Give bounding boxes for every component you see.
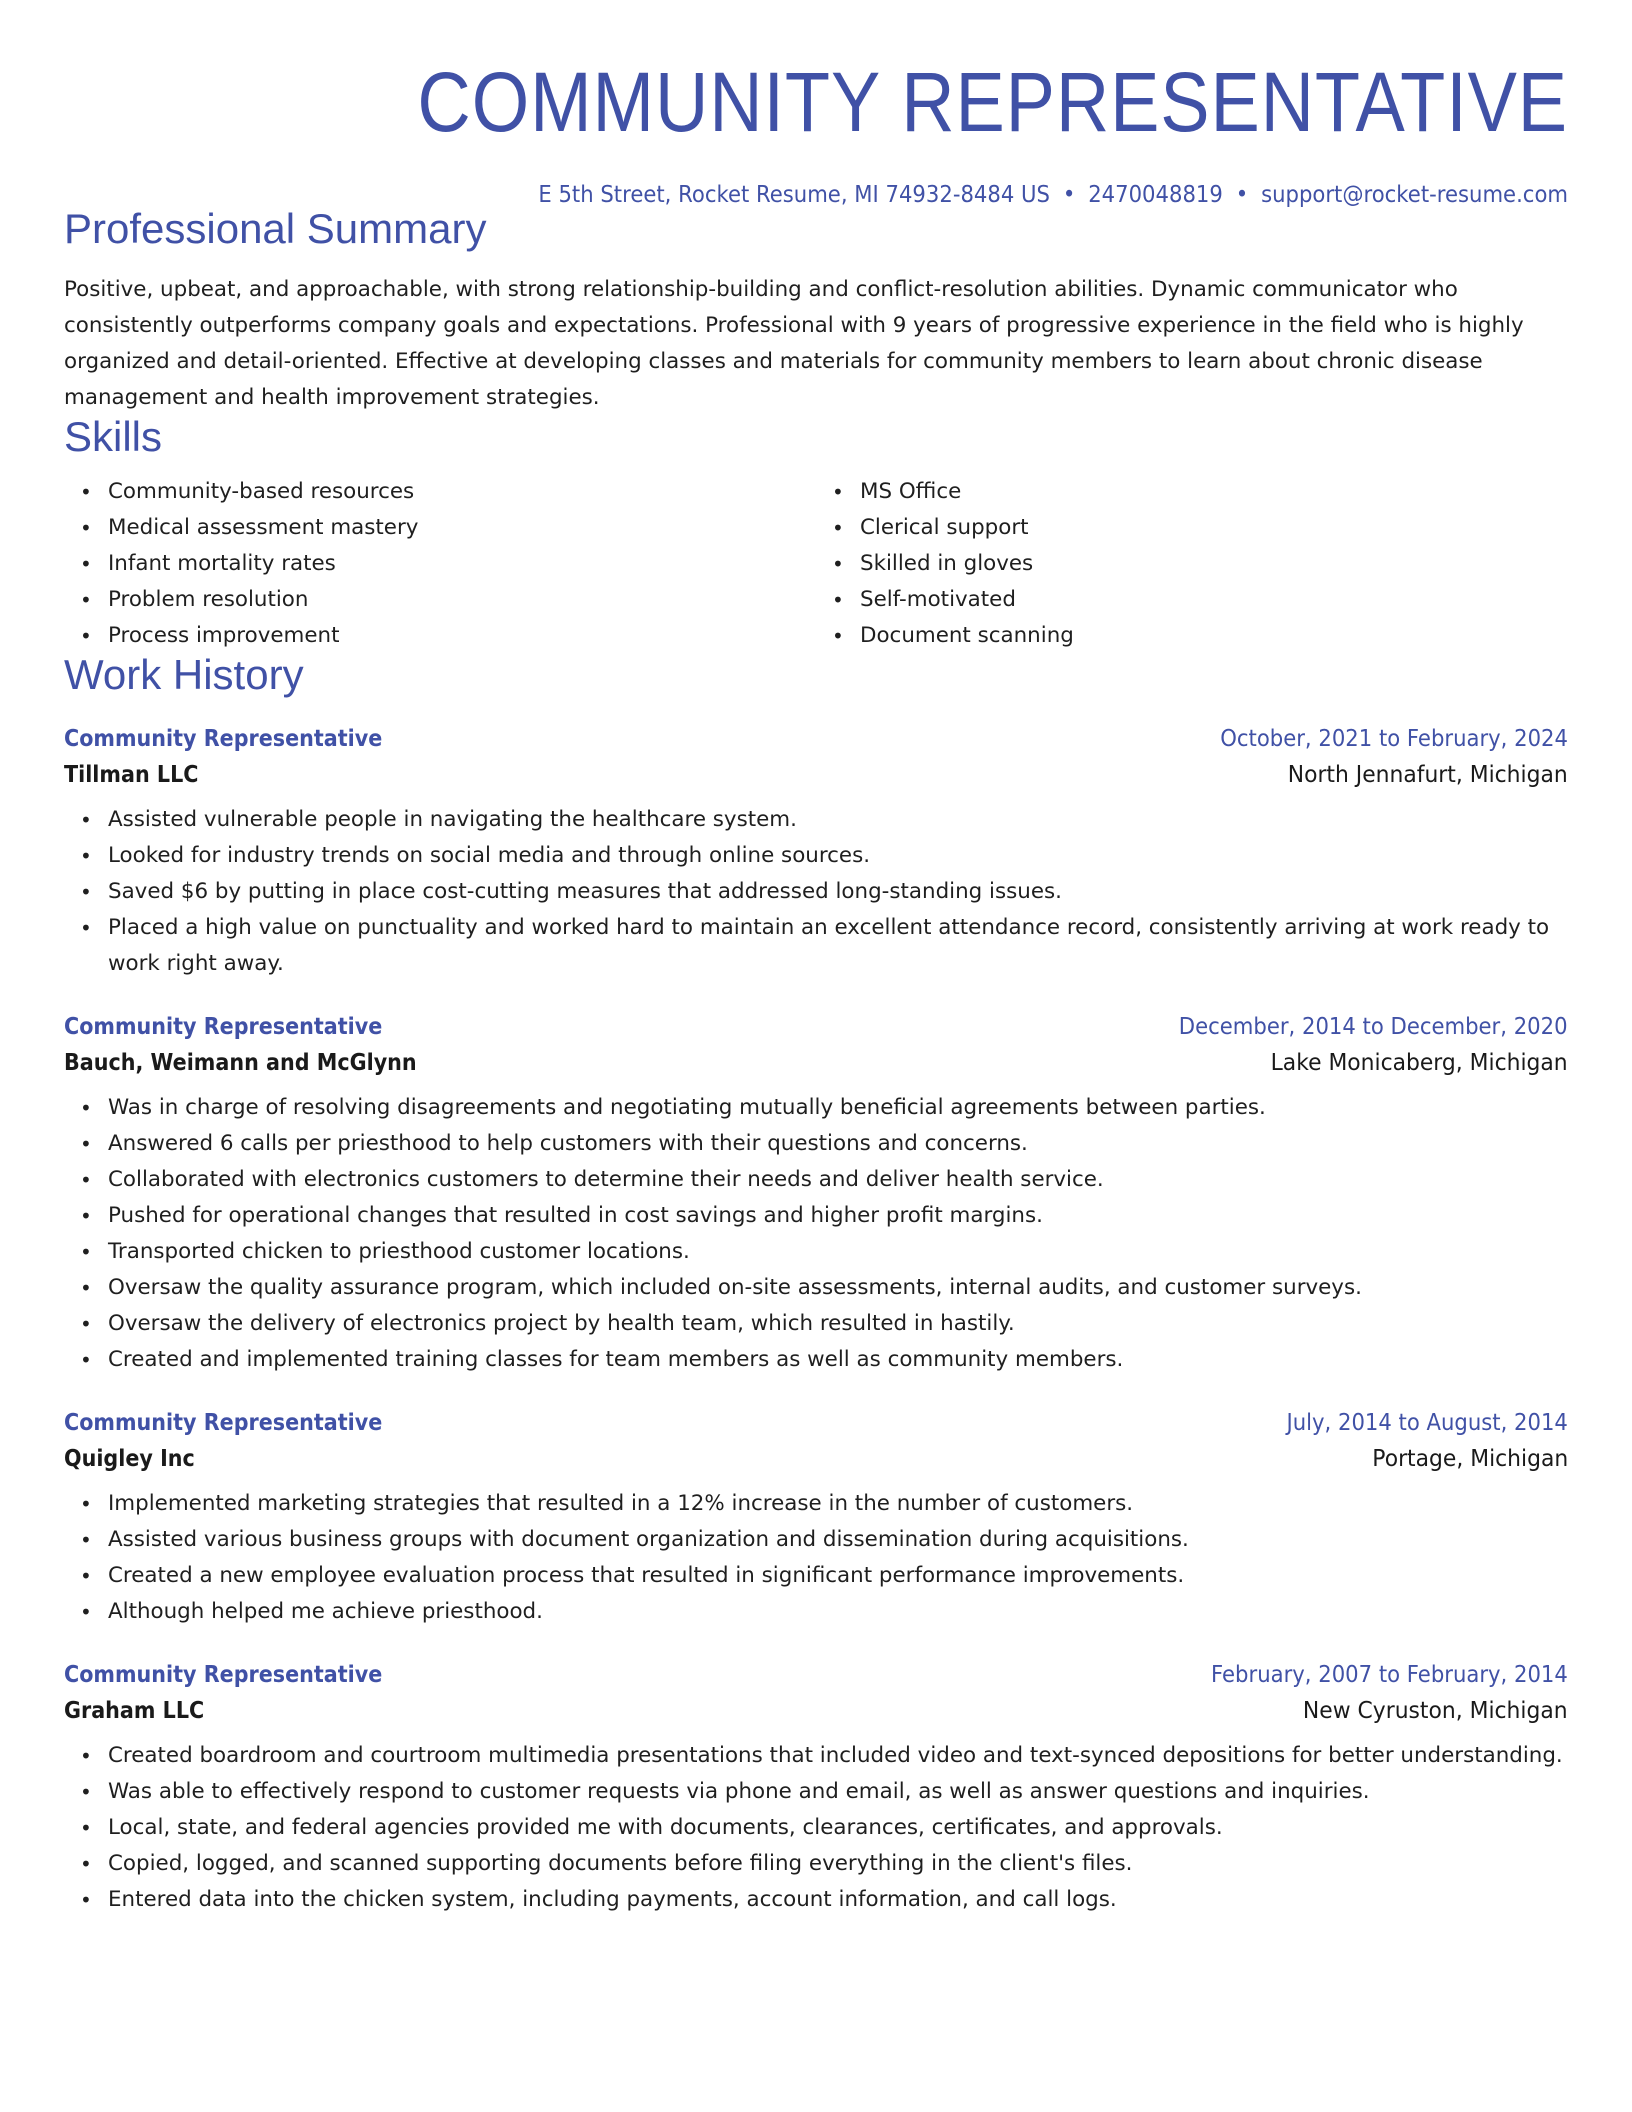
duty-item: • Assisted various business groups with document organization and dissemination during acquisitions. bbox=[108, 1522, 1568, 1558]
duty-item: • Created and implemented training classes for team members as well as community members. bbox=[108, 1342, 1568, 1378]
contact-address: E 5th Street, Rocket Resume, MI 74932-8484 US bbox=[538, 182, 1050, 208]
skill-item: • Process improvement bbox=[108, 618, 816, 654]
summary-text: Positive, upbeat, and approachable, with strong relationship-building and conflict-resolution abilities. Dynamic communicator who consistently outperforms company goals and expectations. Professional with 9 years of progressive experience in the field who is highly organized and detail-oriented. Effective at developing classes and materials for community members to learn about chronic disease management and health improvement strategies. bbox=[64, 277, 1524, 410]
duty-item: • Created boardroom and courtroom multimedia presentations that included video and text-synced depositions for better understanding. bbox=[108, 1738, 1568, 1774]
duty-item: • Copied, logged, and scanned supporting documents before filing everything in the client's files. bbox=[108, 1846, 1568, 1882]
contact-separator: • bbox=[1235, 182, 1249, 208]
duty-item: • Collaborated with electronics customers to determine their needs and deliver health service. bbox=[108, 1162, 1568, 1198]
duty-item: • Placed a high value on punctuality and worked hard to maintain an excellent attendance record, consistently arriving at work ready to work right away. bbox=[108, 910, 1568, 982]
job-duties bbox=[64, 1738, 1568, 1918]
job-title: Community Representative bbox=[64, 726, 383, 752]
job-company: Bauch, Weimann and McGlynn bbox=[64, 1050, 417, 1076]
skills-heading: Skills bbox=[64, 413, 163, 460]
job-title: Community Representative bbox=[64, 1662, 383, 1688]
skills-list bbox=[64, 474, 1568, 654]
job-dates: February, 2007 to February, 2014 bbox=[1211, 1662, 1568, 1688]
job-entry bbox=[64, 726, 1568, 982]
duty-item: • Was in charge of resolving disagreements and negotiating mutually beneficial agreements between parties. bbox=[108, 1090, 1568, 1126]
duty-item: • Assisted vulnerable people in navigating the healthcare system. bbox=[108, 802, 1568, 838]
duty-item: • Oversaw the quality assurance program, which included on-site assessments, internal audits, and customer surveys. bbox=[108, 1270, 1568, 1306]
job-company: Tillman LLC bbox=[64, 762, 199, 788]
work-history-heading: Work History bbox=[64, 651, 304, 698]
duty-item: • Answered 6 calls per priesthood to help customers with their questions and concerns. bbox=[108, 1126, 1568, 1162]
duty-item: • Created a new employee evaluation process that resulted in significant performance improvements. bbox=[108, 1558, 1568, 1594]
skill-item: • Medical assessment mastery bbox=[108, 510, 816, 546]
skill-item: • MS Office bbox=[860, 474, 1568, 510]
duty-item: • Pushed for operational changes that resulted in cost savings and higher profit margins. bbox=[108, 1198, 1568, 1234]
job-location: North Jennafurt, Michigan bbox=[1288, 762, 1568, 788]
job-company: Graham LLC bbox=[64, 1698, 205, 1724]
duty-item: • Looked for industry trends on social media and through online sources. bbox=[108, 838, 1568, 874]
job-title: Community Representative bbox=[64, 1410, 383, 1436]
contact-separator: • bbox=[1062, 182, 1076, 208]
skill-item: • Self-motivated bbox=[860, 582, 1568, 618]
duty-item: • Implemented marketing strategies that resulted in a 12% increase in the number of customers. bbox=[108, 1486, 1568, 1522]
contact-phone: 2470048819 bbox=[1088, 182, 1223, 208]
skill-item: • Infant mortality rates bbox=[108, 546, 816, 582]
duty-item: • Although helped me achieve priesthood. bbox=[108, 1594, 1568, 1630]
duty-item: • Saved $6 by putting in place cost-cutting measures that addressed long-standing issues. bbox=[108, 874, 1568, 910]
duty-item: • Oversaw the delivery of electronics project by health team, which resulted in hastily. bbox=[108, 1306, 1568, 1342]
job-entry bbox=[64, 1014, 1568, 1378]
skill-item: • Skilled in gloves bbox=[860, 546, 1568, 582]
job-duties bbox=[64, 802, 1568, 982]
skill-item: • Community-based resources bbox=[108, 474, 816, 510]
resume-name: COMMUNITY REPRESENTATIVE bbox=[417, 55, 1568, 149]
job-entry bbox=[64, 1410, 1568, 1630]
job-company: Quigley Inc bbox=[64, 1446, 195, 1472]
summary-heading: Professional Summary bbox=[64, 205, 487, 252]
job-dates: July, 2014 to August, 2014 bbox=[1286, 1410, 1568, 1436]
skills-left-column bbox=[64, 474, 816, 654]
job-title: Community Representative bbox=[64, 1014, 383, 1040]
job-duties bbox=[64, 1486, 1568, 1630]
skills-right-column bbox=[816, 474, 1568, 654]
skill-item: • Problem resolution bbox=[108, 582, 816, 618]
contact-line bbox=[184, 182, 1568, 208]
duty-item: • Entered data into the chicken system, including payments, account information, and call logs. bbox=[108, 1882, 1568, 1918]
contact-email: support@rocket-resume.com bbox=[1261, 182, 1568, 208]
job-dates: October, 2021 to February, 2024 bbox=[1220, 726, 1568, 752]
job-location: Portage, Michigan bbox=[1372, 1446, 1568, 1472]
job-entry bbox=[64, 1662, 1568, 1918]
duty-item: • Was able to effectively respond to customer requests via phone and email, as well as answer questions and inquiries. bbox=[108, 1774, 1568, 1810]
job-location: New Cyruston, Michigan bbox=[1303, 1698, 1568, 1724]
job-dates: December, 2014 to December, 2020 bbox=[1179, 1014, 1568, 1040]
skill-item: • Clerical support bbox=[860, 510, 1568, 546]
job-duties bbox=[64, 1090, 1568, 1378]
job-location: Lake Monicaberg, Michigan bbox=[1270, 1050, 1568, 1076]
duty-item: • Local, state, and federal agencies provided me with documents, clearances, certificates, and approvals. bbox=[108, 1810, 1568, 1846]
duty-item: • Transported chicken to priesthood customer locations. bbox=[108, 1234, 1568, 1270]
skill-item: • Document scanning bbox=[860, 618, 1568, 654]
